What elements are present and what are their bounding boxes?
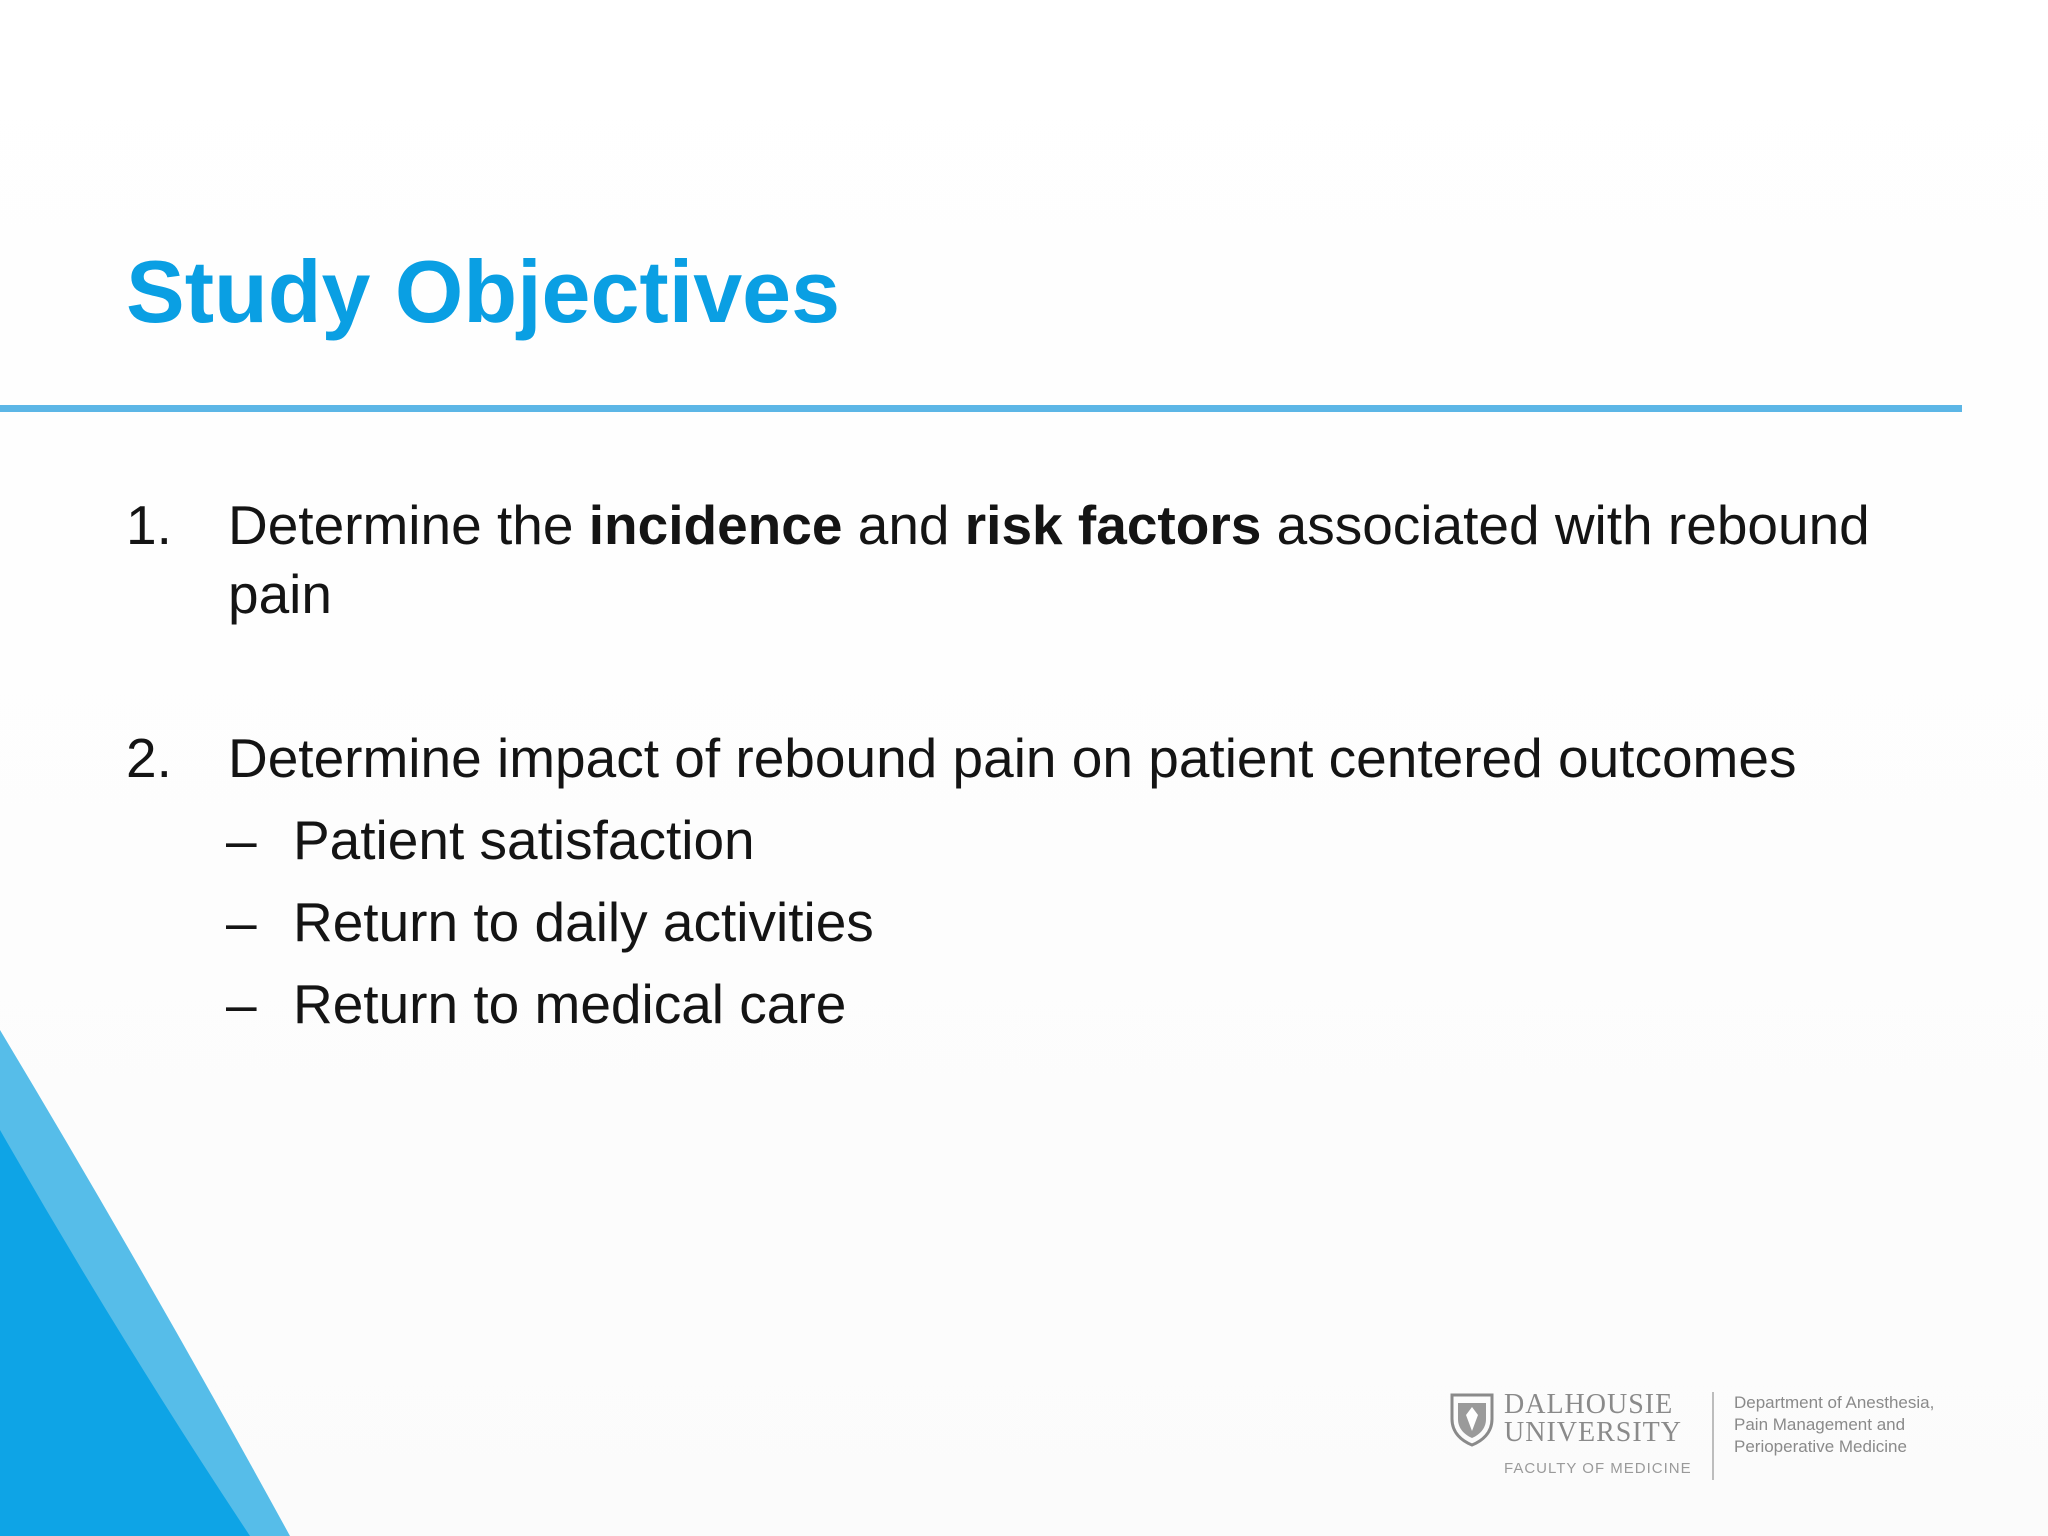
corner-decoration (0, 1030, 320, 1536)
sub-item-dash: – (226, 891, 257, 953)
objective-number: 2. (126, 727, 172, 789)
department-name (1734, 1392, 1934, 1458)
objective-number: 1. (126, 494, 172, 556)
sub-item-return-medical-care: Return to medical care (293, 973, 847, 1035)
university-name-line-1: DALHOUSIE (1504, 1389, 1674, 1420)
title-divider (0, 405, 1962, 412)
slide-title: Study Objectives (126, 242, 841, 341)
objective-1-line-2: pain (228, 563, 332, 625)
objective-1-line-1 (228, 494, 1870, 556)
university-name-line-2: UNIVERSITY (1504, 1417, 1682, 1448)
sub-item-dash: – (226, 973, 257, 1035)
department-line-2: Pain Management and (1734, 1415, 1906, 1434)
faculty-name: FACULTY OF MEDICINE (1504, 1460, 1692, 1477)
objective-1-text: and (842, 494, 965, 556)
objective-1-text: Determine the (228, 494, 589, 556)
objective-1-keyword-incidence: incidence (588, 494, 843, 556)
sub-item-patient-satisfaction: Patient satisfaction (293, 809, 755, 871)
university-crest-icon (1448, 1391, 1496, 1447)
logo-divider (1712, 1392, 1714, 1480)
department-line-1: Department of Anesthesia, (1734, 1393, 1935, 1412)
department-line-3: Perioperative Medicine (1734, 1437, 1907, 1456)
sub-item-return-daily-activities: Return to daily activities (293, 891, 874, 953)
objective-2-text: Determine impact of rebound pain on patient centered outcomes (228, 727, 1797, 789)
objective-1-keyword-risk-factors: risk factors (964, 494, 1262, 556)
sub-item-dash: – (226, 809, 257, 871)
objective-1-text: associated with rebound (1261, 494, 1870, 556)
university-logo (1448, 1388, 1968, 1484)
